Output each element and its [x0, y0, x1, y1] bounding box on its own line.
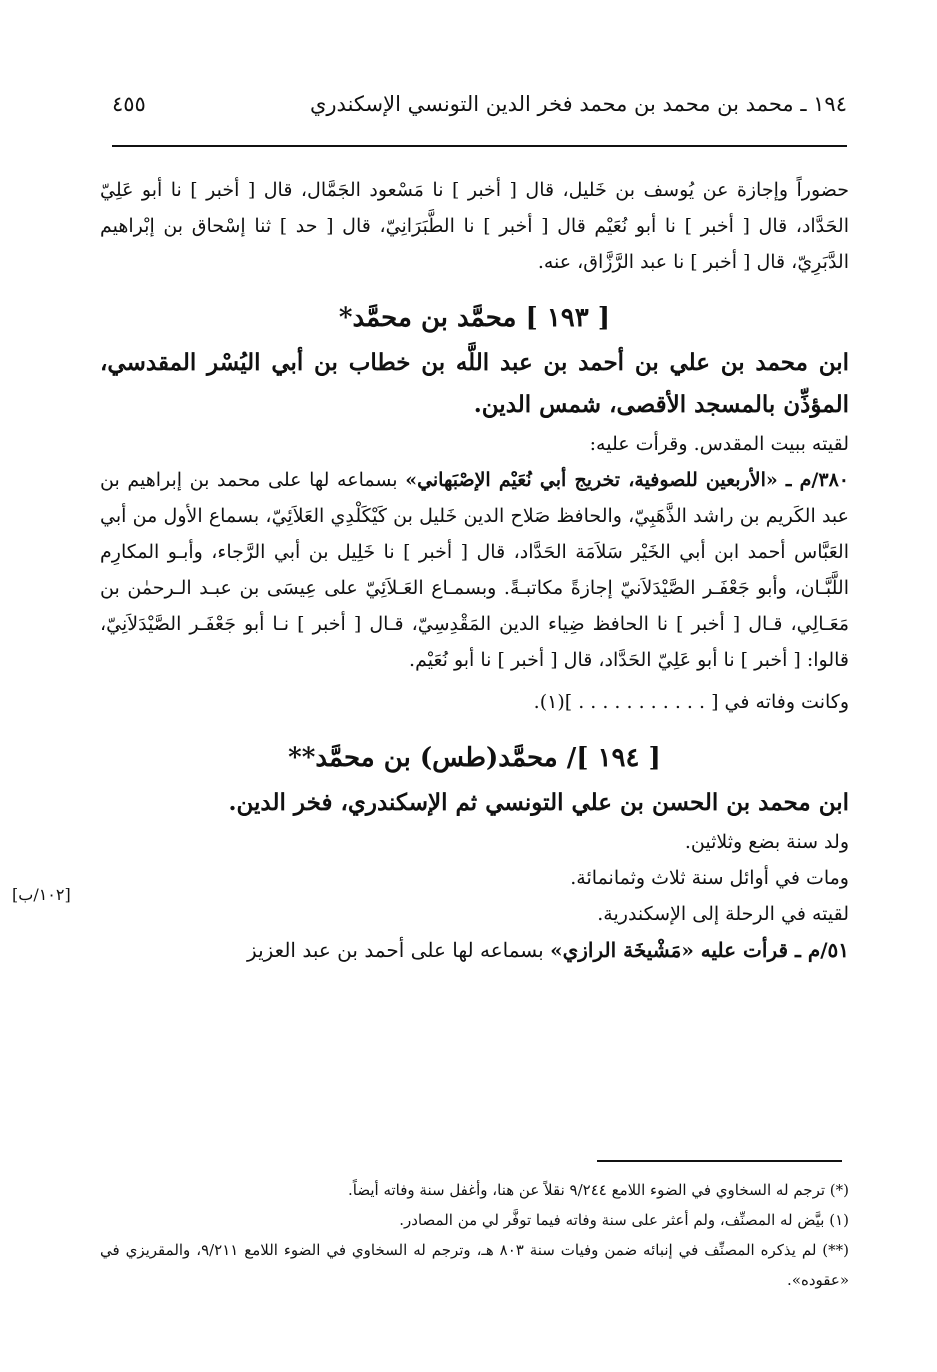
entry-193-item: [100, 462, 849, 678]
entry-193-item-text: بسماعه لها على محمد بن إبراهيم بن عبد الكَريم بن راشد الذَّهَبِيّ، والحافظ صَلاح الدين خَليل بن كَيْكَلْدِي العَلاَئِيّ، بسماع الأول من أبي العَبَّاس أحمد ابن أبي الخَيْر سَلاَمَة الحَدَّاد، قال [ أخبر ] نا خَلِيل بن أبي الرَّجاء، وأبـو المكارِم اللَّبَّـان، وأبو جَعْفَـر الصَّيْدَلاَنيّ إجازةً مكاتبـةً. وبسمـاع العَـلاَئِيّ على عِيسَى بن عبـد الـرحمٰن بن مَعَـالِي، قـال [ أخبر ] نا الحافظ ضِياء الدين المَقْدِسِيّ، قـال [ أخبر ] نـا أبو جَعْفَـر الصَّيْدَلاَنِيّ، قالوا: [ أخبر ] نا أبو عَلِيّ الحَدَّاد، قال [ أخبر ] نا أبو نُعَيْم.: [100, 469, 850, 671]
entry-194-died: ومات في أوائل سنة ثلاث وثمانمائة.: [570, 867, 849, 889]
entry-194-heading: [ ١٩٤ ]/ محمَّد(طس) بن محمَّد**: [288, 743, 661, 773]
entry-193-item-label: ٣٨٠/م ـ «الأربعين للصوفية، تخريج أبي نُعَيْم الإصْبَهاني»: [405, 469, 849, 491]
entry-193-lineage: ابن محمد بن علي بن أحمد بن عبد اللَّه بن خطاب بن أبي اليُسْر المقدسي، المؤذِّن بالمسجد الأقصى، شمس الدين.: [100, 349, 849, 418]
footnote: (١) بيَّض له المصنِّف، ولم أعثر على سنة وفاته فيما توفَّر لي من المصادر.: [399, 1211, 849, 1229]
entry-194-lineage: ابن محمد بن الحسن بن علي التونسي ثم الإسكندري، فخر الدين.: [228, 789, 849, 816]
running-title: ١٩٤ ـ محمد بن محمد بن محمد فخر الدين التونسي الإسكندري: [309, 92, 847, 116]
entry-194-item-text: بسماعه لها على أحمد بن عبد العزيز: [247, 938, 551, 962]
header-rule: [112, 145, 847, 147]
running-header: [112, 92, 847, 132]
footnote-rule: [597, 1160, 842, 1162]
entry-194-item: [100, 932, 849, 968]
main-text: [100, 172, 849, 968]
footnotes: [100, 1175, 849, 1295]
entry-193-death: وكانت وفاته في [ . . . . . . . . . . . ](١).: [533, 691, 849, 713]
entry-193-heading: [ ١٩٣ ] محمَّد بن محمَّد*: [338, 303, 611, 333]
entry-194-met: لقيته في الرحلة إلى الإسكندرية.: [597, 903, 849, 925]
entry-193-met: لقيته ببيت المقدس. وقرأت عليه:: [589, 433, 849, 455]
page-number: ٤٥٥: [112, 92, 146, 116]
entry-194-item-label: ٥١/م ـ قرأت عليه «مَشْيخَة الرازي»: [550, 938, 849, 962]
manuscript-folio-note: [١٠٢/ب]: [12, 885, 71, 904]
entry-194-born: ولد سنة بضع وثلاثين.: [684, 831, 849, 853]
footnote: (*) ترجم له السخاوي في الضوء اللامع ٩/٢٤٤ نقلاً عن هنا، وأغفل سنة وفاته أيضاً.: [347, 1181, 849, 1199]
opening-paragraph: حضوراً وإجازة عن يُوسف بن خَليل، قال [ أخبر ] نا مَسْعود الجَمَّال، قال [ أخبر ] نا أبو عَلِيّ الحَدَّاد، قال [ أخبر ] نا أبو نُعَيْم قال [ أخبر ] نا الطَّبَرَانِيّ، قال [ حد ] ثنا إسْحاق بن إبْراهيم الدَّبَرِيّ، قال [ أخبر ] نا عبد الرَّزَّاق، عنه.: [100, 179, 849, 273]
footnote: (**) لم يذكره المصنِّف في إنبائه ضمن وفيات سنة ٨٠٣ هـ، وترجم له السخاوي في الضوء اللامع ٩/٢١١، والمقريزي في «عقوده».: [100, 1241, 850, 1289]
